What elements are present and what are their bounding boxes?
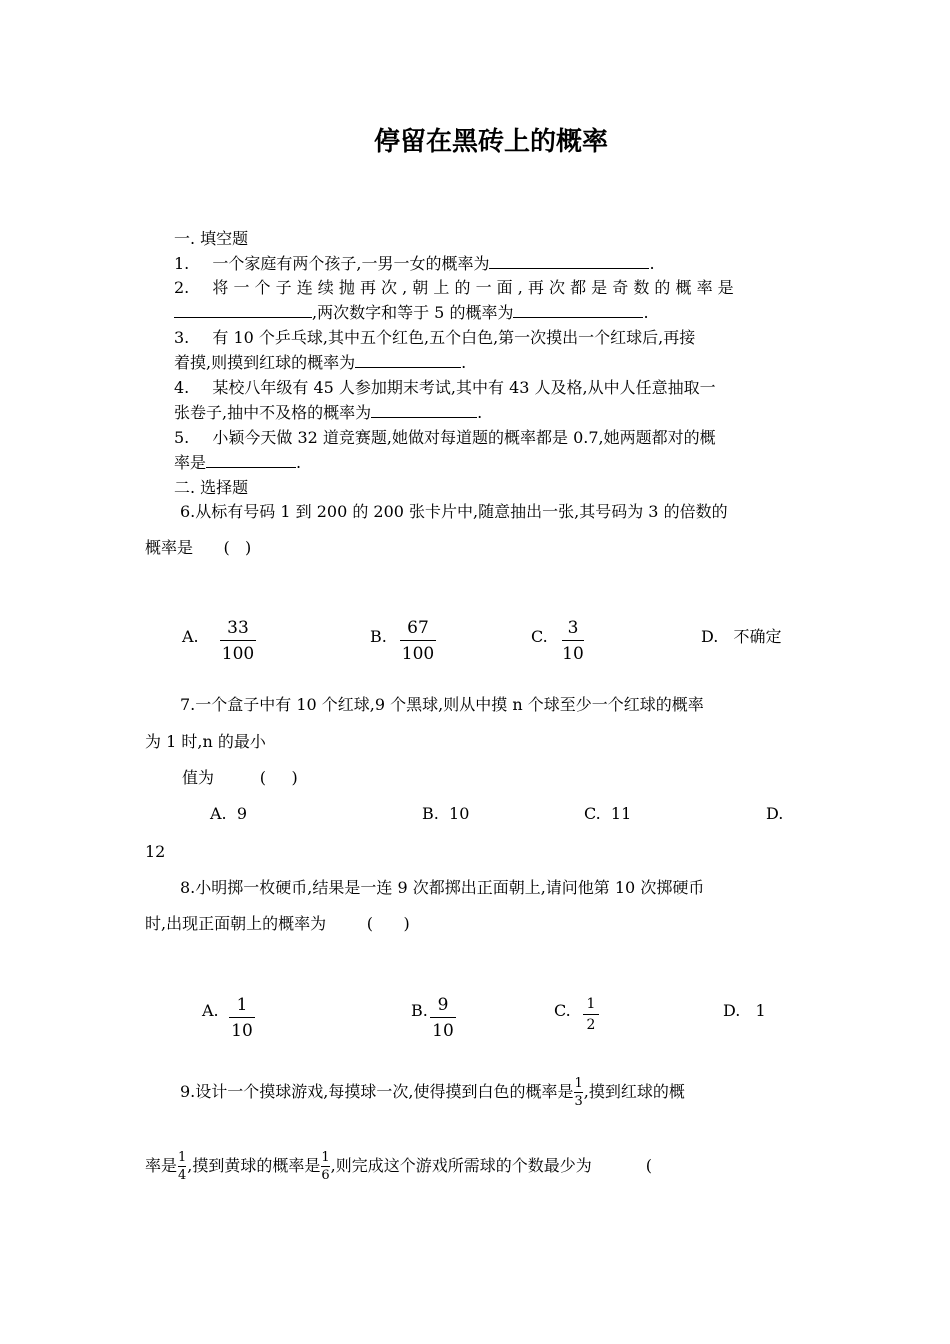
fraction-bar — [229, 1017, 255, 1018]
answer-blank — [513, 302, 643, 318]
question-7-line-2: 为 1 时,n 的最小 — [145, 732, 266, 751]
fraction-bar — [178, 1166, 186, 1167]
denominator: 6 — [321, 1168, 330, 1183]
fraction — [400, 617, 436, 665]
option-a: A. 9 — [210, 804, 247, 823]
denominator: 3 — [574, 1094, 583, 1109]
period: . — [477, 403, 483, 422]
question-number: 2. — [174, 278, 190, 297]
option-d — [723, 1000, 766, 1022]
answer-blank — [174, 302, 312, 318]
option-label: A. — [182, 627, 199, 646]
question-2-line-2 — [174, 302, 649, 324]
fraction — [583, 996, 599, 1034]
option-label: B. — [411, 1001, 428, 1020]
open-paren: ( — [645, 1156, 653, 1175]
question-3-line-2 — [174, 352, 466, 374]
option-label: C. — [554, 1001, 571, 1020]
fraction — [178, 1150, 186, 1183]
question-text: ,摸到黄球的概率是 — [187, 1156, 321, 1175]
question-number: 5. — [174, 428, 190, 447]
question-text: ,则完成这个游戏所需球的个数最少为 — [330, 1156, 592, 1175]
answer-blank — [355, 352, 461, 368]
option-label: D. — [701, 627, 719, 646]
option-label: D. — [723, 1001, 741, 1020]
question-6: 6.从标有号码 1 到 200 的 200 张卡片中,随意抽出一张,其号码为 3 的倍数的 — [180, 502, 728, 521]
option-d — [701, 626, 781, 648]
option-c: C. 11 — [584, 804, 632, 823]
question-text: 着摸,则摸到红球的概率为 — [174, 353, 356, 372]
fraction — [220, 617, 256, 665]
question-1 — [174, 253, 655, 275]
question-number: 4. — [174, 378, 190, 397]
question-text: ,摸到红球的概 — [583, 1082, 685, 1101]
fraction-bar — [430, 1017, 456, 1018]
question-4 — [174, 377, 716, 399]
numerator: 1 — [586, 996, 596, 1012]
numerator: 9 — [437, 995, 449, 1015]
option-label: A. — [202, 1001, 219, 1020]
question-7: 7.一个盒子中有 10 个红球,9 个黑球,则从中摸 n 个球至少一个红球的概率 — [180, 695, 704, 714]
fraction-bar — [220, 640, 256, 641]
fraction-bar — [583, 1014, 599, 1015]
question-text: 张卷子,抽中不及格的概率为 — [174, 403, 372, 422]
denominator: 2 — [586, 1017, 596, 1033]
question-text: 率是 — [145, 1156, 178, 1175]
fraction — [574, 1076, 582, 1109]
period: . — [461, 353, 467, 372]
question-4-line-2 — [174, 402, 482, 424]
fraction-bar — [321, 1166, 329, 1167]
question-7-line-3: 值为 ( ) — [182, 768, 298, 787]
option-label: B. — [370, 627, 387, 646]
fraction — [321, 1150, 329, 1183]
denominator: 100 — [401, 644, 435, 664]
fraction — [430, 994, 456, 1042]
numerator: 1 — [178, 1150, 187, 1165]
numerator: 33 — [227, 618, 249, 638]
question-5 — [174, 427, 716, 449]
page-title: 停留在黑砖上的概率 — [374, 127, 609, 157]
option-text: 1 — [755, 1001, 766, 1020]
question-text: 一个家庭有两个孩子,一男一女的概率为 — [212, 254, 490, 273]
fraction-bar — [562, 640, 584, 641]
denominator: 10 — [231, 1021, 253, 1041]
question-5-line-2 — [174, 452, 301, 474]
fraction-bar — [400, 640, 436, 641]
period: . — [296, 453, 302, 472]
denominator: 10 — [432, 1021, 454, 1041]
question-text: 9.设计一个摸球游戏,每摸球一次,使得摸到白色的概率是 — [180, 1082, 574, 1101]
option-d-value: 12 — [145, 842, 166, 861]
section-heading-fill-in: 一. 填空题 — [174, 229, 249, 248]
question-text: 有 10 个乒乓球,其中五个红色,五个白色,第一次摸出一个红球后,再接 — [212, 328, 696, 347]
numerator: 1 — [236, 995, 248, 1015]
numerator: 1 — [321, 1150, 330, 1165]
section-heading-multiple-choice: 二. 选择题 — [174, 478, 249, 497]
question-number: 3. — [174, 328, 190, 347]
question-9 — [180, 1072, 685, 1112]
question-text: 率是 — [174, 453, 207, 472]
denominator: 4 — [178, 1168, 187, 1183]
fraction — [562, 617, 584, 665]
option-d: D. — [766, 804, 784, 823]
option-label: C. — [531, 627, 548, 646]
answer-blank — [489, 253, 649, 269]
question-text: 小颖今天做 32 道竞赛题,她做对每道题的概率都是 0.7,她两题都对的概 — [212, 428, 716, 447]
question-2 — [174, 277, 734, 299]
question-8: 8.小明掷一枚硬币,结果是一连 9 次都掷出正面朝上,请问他第 10 次掷硬币 — [180, 878, 705, 897]
question-6-line-2: 概率是 ( ) — [145, 538, 252, 557]
question-text: ,两次数字和等于 5 的概率为 — [312, 303, 514, 322]
period: . — [649, 254, 655, 273]
answer-blank — [206, 452, 296, 468]
period: . — [643, 303, 649, 322]
numerator: 3 — [567, 618, 579, 638]
numerator: 1 — [574, 1076, 583, 1091]
answer-blank — [371, 402, 477, 418]
question-text: 某校八年级有 45 人参加期末考试,其中有 43 人及格,从中人任意抽取一 — [212, 378, 716, 397]
question-text: 将 一 个 子 连 续 抛 再 次 , 朝 上 的 一 面 , 再 次 都 是 奇 数 的 概 率 是 — [212, 278, 734, 297]
denominator: 100 — [221, 644, 255, 664]
option-b: B. 10 — [422, 804, 470, 823]
denominator: 10 — [562, 644, 584, 664]
question-9-line-2 — [145, 1146, 652, 1186]
question-3 — [174, 327, 695, 349]
option-text: 不确定 — [733, 627, 782, 646]
numerator: 67 — [407, 618, 429, 638]
question-8-line-2: 时,出现正面朝上的概率为 ( ) — [145, 914, 410, 933]
question-number: 1. — [174, 254, 190, 273]
fraction-bar — [574, 1092, 582, 1093]
fraction — [229, 994, 255, 1042]
